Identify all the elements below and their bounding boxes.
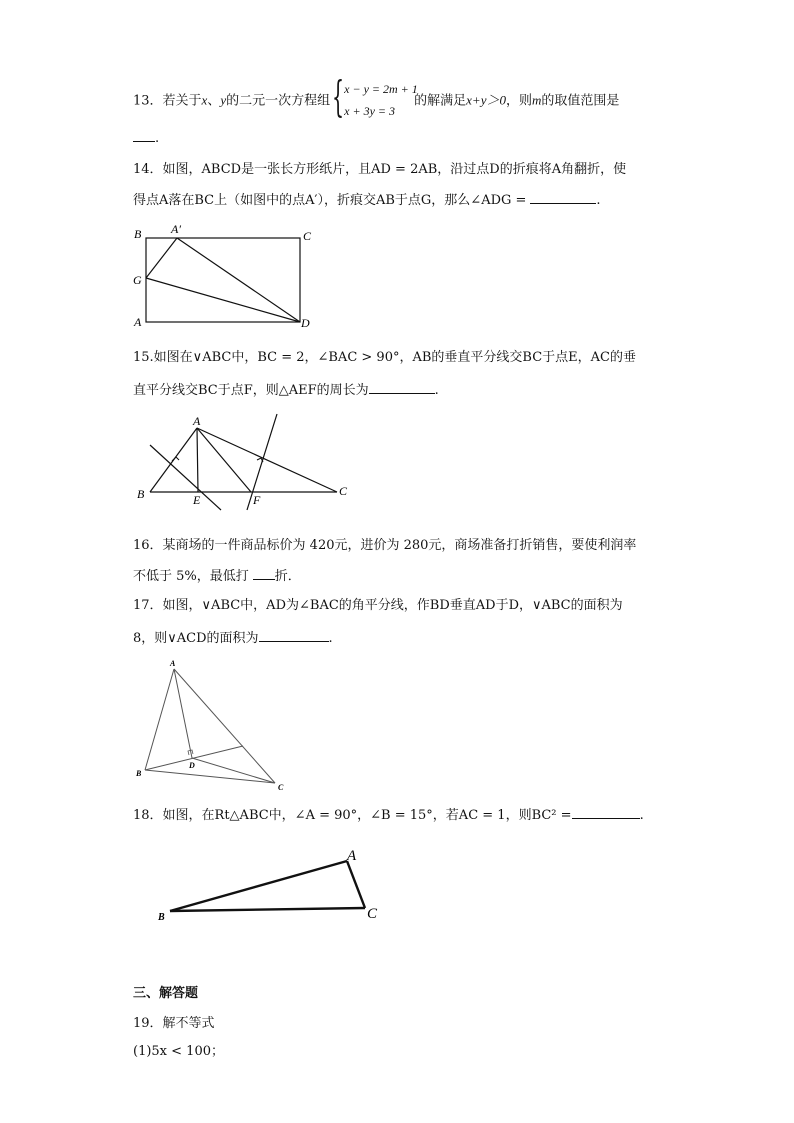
equation-system (332, 72, 418, 122)
label-c: C (339, 484, 348, 498)
label-a: A (170, 659, 176, 668)
q17-line2 (133, 628, 333, 649)
label-b: B (137, 487, 145, 501)
segment-a1d (177, 238, 300, 322)
q17-text: 8，则∨ACD的面积为 (133, 631, 259, 646)
segment-ga1 (146, 238, 177, 278)
segment-ac (347, 861, 365, 908)
q18-figure (150, 840, 390, 930)
segment-ac (197, 428, 337, 492)
label-a-prime: A′ (171, 222, 181, 236)
q19-line1: 19．解不等式 (133, 1016, 215, 1031)
segment-af (197, 428, 251, 492)
var-y: y (220, 92, 227, 108)
label-d: D (189, 761, 195, 770)
q13-end: . (155, 131, 160, 146)
label-c: C (367, 906, 378, 922)
label-e: E (193, 493, 201, 507)
q13-answer-line (133, 128, 159, 149)
q18-line (133, 805, 644, 826)
q16-text: 不低于 5%，最低打 (133, 569, 249, 584)
section-title: 三、解答题 (133, 986, 199, 1001)
q13-cond-post: ，则 (505, 93, 532, 109)
q15-line2 (133, 380, 439, 401)
q17-figure (130, 655, 300, 795)
label-a: A (347, 848, 357, 864)
label-b: B (136, 769, 142, 778)
equation-2: x + 3y = 3 (344, 104, 395, 118)
label-b: B (158, 912, 165, 923)
segment-ae (197, 428, 198, 492)
q18-text: 18．如图，在Rt△ABC中，∠A = 90°，∠B = 15°，若AC = 1，则BC² = (133, 808, 572, 823)
q15-figure (130, 412, 360, 512)
q13-line (133, 72, 620, 122)
q14-text: 得点A落在BC上（如图中的点A′），折痕交AB于点G，那么∠ADG = (133, 193, 527, 208)
left-brace-icon: { (332, 72, 345, 121)
label-b: B (134, 227, 142, 241)
segment-bc (145, 770, 275, 783)
q19-line2: (1)5x < 100； (133, 1044, 224, 1059)
q14-line1: 14．如图，ABCD是一张长方形纸片，且AD = 2AB，沿过点D的折痕将A角翻折，使 (133, 162, 627, 177)
q17-end: . (328, 631, 333, 646)
q13-suffix: 的取值范围是 (541, 93, 620, 109)
q14-end: . (596, 193, 601, 208)
segment-ba (170, 861, 347, 911)
q15-text: 直平分线交BC于点F，则△AEF的周长为 (133, 383, 369, 398)
q15-line1: 15.如图在∨ABC中，BC = 2，∠BAC > 90°，AB的垂直平分线交BC于点E，AC的垂 (133, 350, 636, 365)
answer-blank[interactable] (133, 128, 155, 142)
q17-line1: 17．如图，∨ABC中，AD为∠BAC的角平分线，作BD垂直AD于D，∨ABC的面积为 (133, 598, 623, 613)
answer-blank[interactable] (530, 190, 596, 204)
label-f: F (253, 493, 261, 507)
label-c: C (303, 229, 312, 243)
q16-end: 折． (274, 569, 301, 584)
segment-bc (170, 908, 365, 911)
q13-mid: 的二元一次方程组 (226, 93, 331, 109)
rectangle-abcd (146, 238, 300, 322)
q15-end: . (434, 383, 439, 398)
label-g: G (133, 273, 142, 287)
segment-ad (174, 669, 192, 758)
label-d: D (301, 316, 310, 330)
right-angle-mark (172, 457, 179, 461)
q14-figure (125, 222, 325, 334)
label-a: A (134, 315, 142, 329)
q16-line2 (133, 566, 301, 587)
label-a: A (193, 414, 201, 428)
q13-condition: x+y＞0 (466, 92, 506, 108)
answer-blank[interactable] (253, 566, 275, 580)
answer-blank[interactable] (572, 805, 640, 819)
q16-line1: 16．某商场的一件商品标价为 420元，进价为 280元，商场准备打折销售，要使利润率 (133, 538, 637, 553)
label-c: C (278, 783, 284, 792)
q18-end: . (639, 808, 644, 823)
answer-blank[interactable] (259, 628, 329, 642)
var-m: m (532, 92, 542, 108)
q14-line2 (133, 190, 601, 211)
q13-sep: 、 (207, 93, 221, 109)
q13-cond-pre: 的解满足 (414, 93, 467, 109)
var-x: x (201, 92, 208, 108)
q13-prefix: 13．若关于 (133, 93, 202, 109)
fold-line-gd (146, 278, 300, 322)
segment-ab (145, 669, 174, 770)
answer-blank[interactable] (369, 380, 435, 394)
equation-1: x − y = 2m + 1 (344, 82, 418, 96)
